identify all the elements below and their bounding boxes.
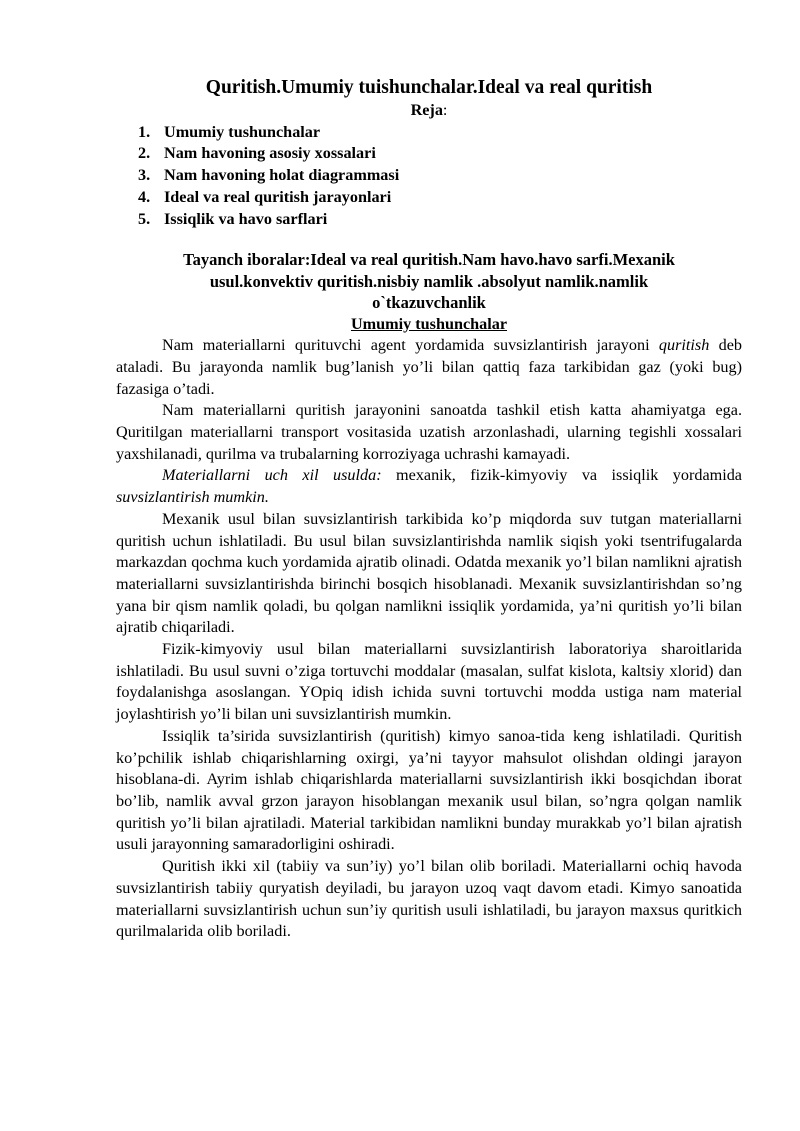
paragraph: Nam materiallarni quritish jarayonini sanoatda tashkil etish katta ahamiyatga ega. Quritilgan materiallarni transport vositasida uzatish arzonlashadi, ularning tegishli xossalari yaxshilanadi, qurilma va trubalarning korroziyaga uchrashi kamayadi. xyxy=(116,401,742,463)
paragraph-text: mexanik, fizik-kimyoviy va issiqlik yordamida xyxy=(381,466,742,485)
italic-term: Materiallarni uch xil usulda: xyxy=(162,466,382,485)
plan-item-number: 2. xyxy=(138,144,151,163)
plan-list xyxy=(116,122,742,231)
document-page xyxy=(116,76,742,943)
keywords-line: Tayanch iboralar:Ideal va real quritish.Nam havo.havo sarfi.Mexanik xyxy=(183,250,675,270)
plan-item-text: Nam havoning holat diagrammasi xyxy=(164,166,400,185)
plan-item-text: Nam havoning asosiy xossalari xyxy=(164,144,376,163)
plan-colon: : xyxy=(442,101,448,119)
plan-item-number: 3. xyxy=(138,166,151,185)
paragraph-text: Nam materiallarni qurituvchi agent yordamida suvsizlantirish jarayoni xyxy=(162,336,659,355)
plan-item-text: Umumiy tushunchalar xyxy=(164,122,321,141)
paragraph: Mexanik usul bilan suvsizlantirish tarkibida ko’p miqdorda suv tutgan materiallarni quritish uchun ishlatiladi. Bu usul bilan suvsizlantirishda namlik siqish yoki tsentrifugalarda markazdan qochma kuch yordamida ajratib olinadi. Odatda mexanik yo’l bilan namlikni ajratish materiallarni suvsizlantirishda birinchi bosqich hisoblanadi. Mexanik suvsizlantirishdan so’ng yana bir qism namlik qoladi, bu qolgan namlikni issiqlik yordamida, ya’ni quritish yo’li bilan ajratib chiqariladi. xyxy=(116,509,742,637)
italic-term: suvsizlantirish mumkin. xyxy=(116,488,269,507)
section-heading: Umumiy tushunchalar xyxy=(350,314,508,333)
plan-item-text: Issiqlik va havo sarflari xyxy=(164,209,328,228)
plan-item xyxy=(138,187,742,209)
paragraph: Quritish ikki xil (tabiiy va sun’iy) yo’l bilan olib boriladi. Materiallarni ochiq havoda suvsizlantirish tabiiy quryatish deyiladi, bu jarayon uzoq vaqt davom etadi. Kimyo sanoatida materiallarni suvsizlantirish uchun sun’iy quritish usuli ishlatiladi, bu jarayon maxsus quritkich qurilmalarida olib boriladi. xyxy=(116,857,742,941)
keywords-block xyxy=(116,249,742,314)
plan-item-number: 5. xyxy=(138,209,151,228)
plan-item xyxy=(138,165,742,187)
plan-item-number: 4. xyxy=(138,187,151,206)
paragraph xyxy=(116,465,742,508)
keywords-line: usul.konvektiv quritish.nisbiy namlik .absolyut namlik.namlik xyxy=(209,271,649,291)
plan-item xyxy=(138,122,742,144)
keywords-line: o`tkazuvchanlik xyxy=(372,293,486,313)
paragraph-text: deb ataladi. Bu jarayonda namlik bug’lanish yo’li bilan qattiq faza tarkibidan gaz (yoki bug) fazasiga o’tadi. xyxy=(116,336,743,398)
italic-term: quritish xyxy=(658,336,710,355)
plan-item-text: Ideal va real quritish jarayonlari xyxy=(164,187,392,206)
plan-item xyxy=(138,143,742,165)
paragraph: Fizik-kimyoviy usul bilan materiallarni suvsizlantirish laboratoriya sharoitlarida ishlatiladi. Bu usul suvni o’ziga tortuvchi moddalar (masalan, sulfat kislota, kaltsiy xlorid) dan foydalanishga asoslangan. YOpiq idish ichida suvni tortuvchi modda ustiga nam material joylashtirish yo’li bilan uni suvsizlantirish mumkin. xyxy=(116,640,742,724)
page-title: Quritish.Umumiy tuishunchalar.Ideal va real quritish xyxy=(205,77,653,98)
plan-item-number: 1. xyxy=(138,122,151,141)
paragraph: Issiqlik ta’sirida suvsizlantirish (quritish) kimyo sanoa-tida keng ishlatiladi. Quritish ko’pchilik ishlab chiqarishlarning oxirgi, ya’ni tayyor mahsulot olishdan oldingi jarayon hisoblana-di. Ayrim ishlab chiqarishlarda materiallarni suvsizlantirish ikki bosqichdan iborat bo’lib, namlik avval grzon jarayon hisoblangan mexanik usul bilan, so’ngra qolgan namlik quritish yo’li bilan ajratiladi. Material tarkibidan namlikni bunday murakkab yo’l bilan ajratish usuli jarayonning samaradorligini oshiradi. xyxy=(116,726,742,854)
plan-heading xyxy=(116,100,742,122)
paragraph xyxy=(116,335,742,400)
plan-item xyxy=(138,209,742,231)
plan-label: Reja xyxy=(410,101,443,119)
